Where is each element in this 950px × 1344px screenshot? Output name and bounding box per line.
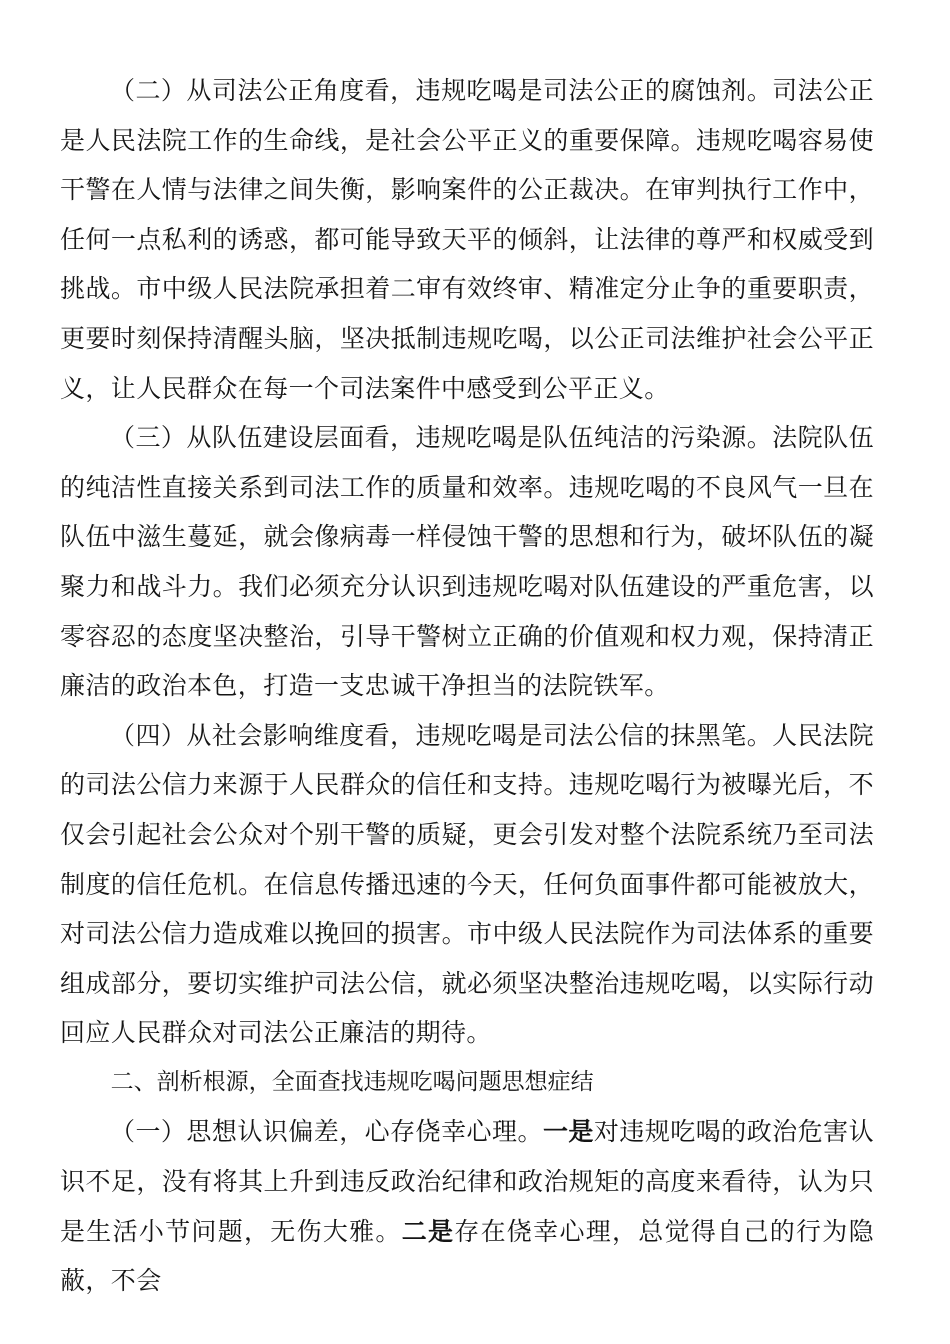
subsection-lead: （一）思想认识偏差，心存侥幸心理。 [110, 1117, 543, 1147]
point-two-label: 二是 [401, 1216, 455, 1246]
paragraph-root-causes [60, 1107, 874, 1305]
point-one-text: 对违规吃喝的政治危害认识不足，没有将其上升到违反政治纪律和政治规矩的高度来看待，认为只是生活小节问题，无伤大雅。 [60, 1117, 874, 1246]
paragraph-team-building: （三）从队伍建设层面看，违规吃喝是队伍纯洁的污染源。法院队伍的纯洁性直接关系到司法工作的质量和效率。违规吃喝的不良风气一旦在队伍中滋生蔓延，就会像病毒一样侵蚀干警的思想和行为，破坏队伍的凝聚力和战斗力。我们必须充分认识到违规吃喝对队伍建设的严重危害，以零容忍的态度坚决整治，引导干警树立正确的价值观和权力观，保持清正廉洁的政治本色，打造一支忠诚干净担当的法院铁军。 [60, 423, 874, 701]
point-two-text: 存在侥幸心理，总觉得自己的行为隐蔽，不会 [60, 1216, 874, 1296]
paragraph-social-impact: （四）从社会影响维度看，违规吃喝是司法公信的抹黑笔。人民法院的司法公信力来源于人民群众的信任和支持。违规吃喝行为被曝光后，不仅会引起社会公众对个别干警的质疑，更会引发对整个法院系统乃至司法制度的信任危机。在信息传播迅速的今天，任何负面事件都可能被放大，对司法公信力造成难以挽回的损害。市中级人民法院作为司法体系的重要组成部分，要切实维护司法公信，就必须坚决整治违规吃喝，以实际行动回应人民群众对司法公正廉洁的期待。 [60, 720, 874, 1048]
section-heading: 二、剖析根源，全面查找违规吃喝问题思想症结 [110, 1068, 594, 1095]
point-one-label: 一是 [542, 1117, 594, 1147]
paragraph-judicial-fairness: （二）从司法公正角度看，违规吃喝是司法公正的腐蚀剂。司法公正是人民法院工作的生命线，是社会公平正义的重要保障。违规吃喝容易使干警在人情与法律之间失衡，影响案件的公正裁决。在审判执行工作中，任何一点私利的诱惑，都可能导致天平的倾斜，让法律的尊严和权威受到挑战。市中级人民法院承担着二审有效终审、精准定分止争的重要职责，更要时刻保持清醒头脑，坚决抵制违规吃喝，以公正司法维护社会公平正义，让人民群众在每一个司法案件中感受到公平正义。 [60, 76, 874, 403]
